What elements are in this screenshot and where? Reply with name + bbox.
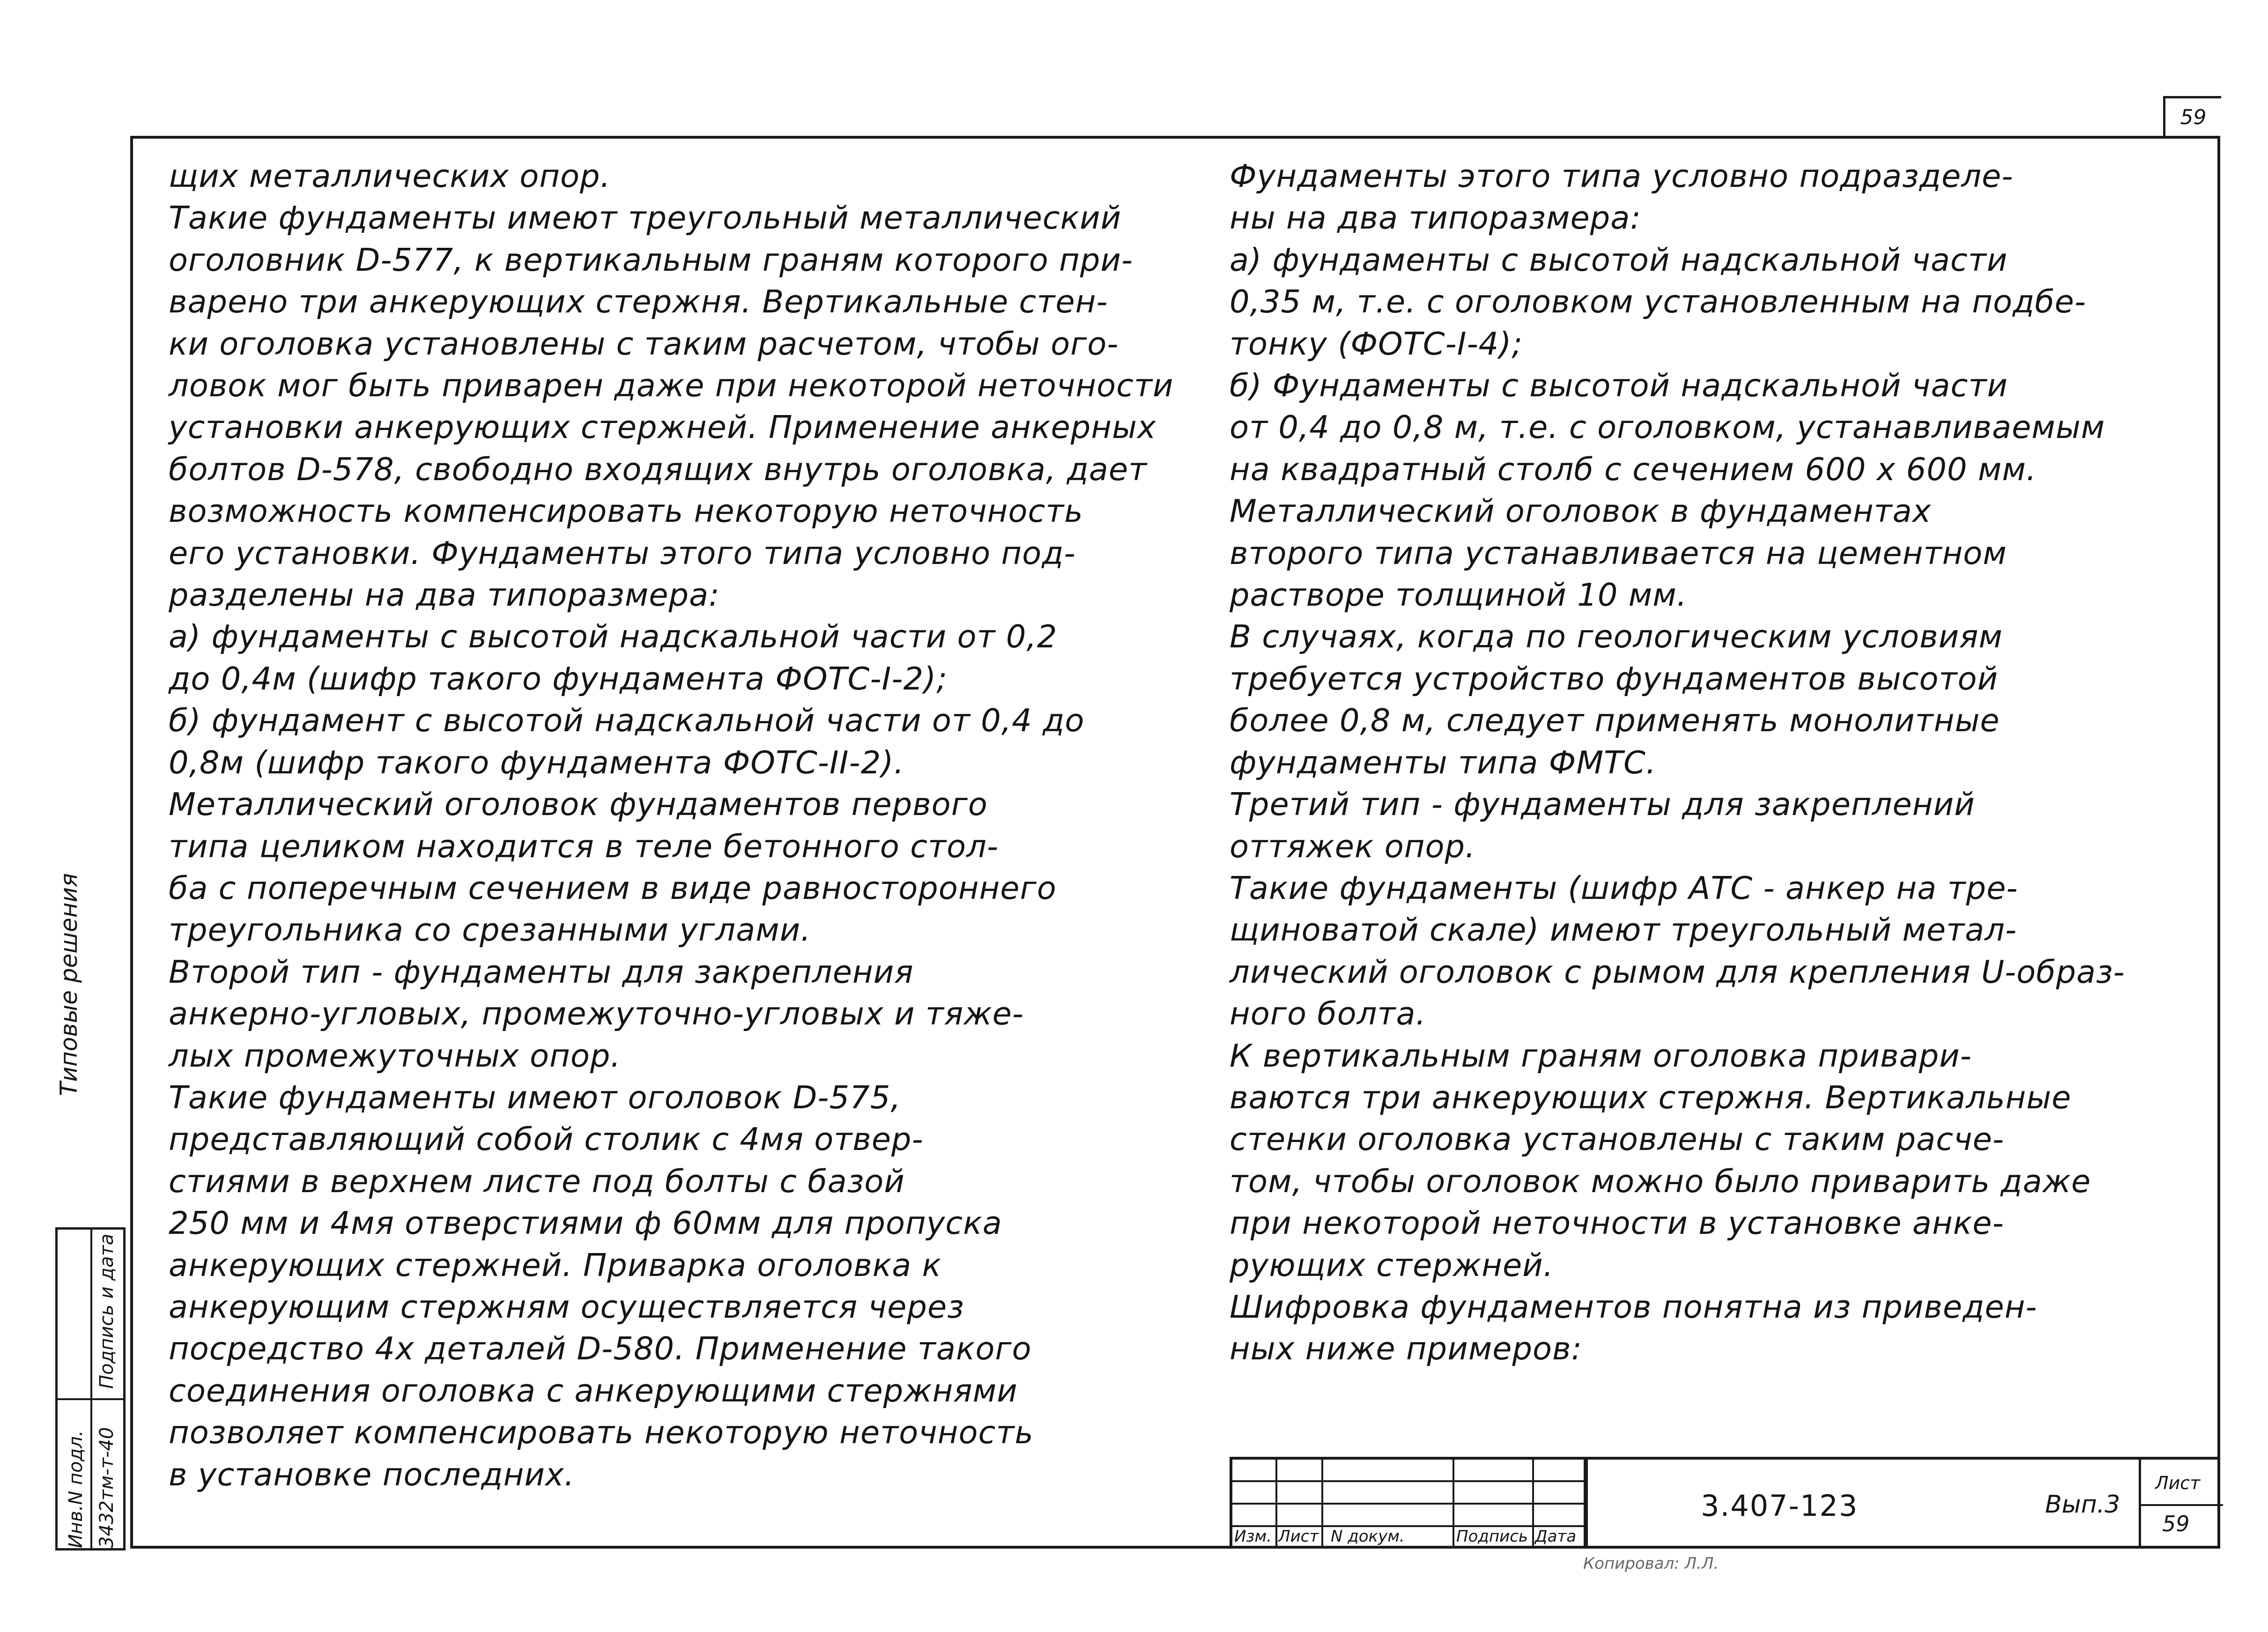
text-line: до 0,4м (шифр такого фундамента ФОТС-I-2); [169, 660, 948, 697]
text-line: разделены на два типоразмера: [169, 577, 720, 614]
text-line: анкерно-угловых, промежуточно-угловых и тяже- [169, 995, 1024, 1032]
text-line: анкерующим стержням осуществляется через [169, 1288, 964, 1325]
text-line: ных ниже примеров: [1230, 1330, 1583, 1367]
text-line: оголовник D-577, к вертикальным граням которого при- [169, 241, 1134, 278]
side-stamp-sign-label: Подпись и дата [96, 1233, 118, 1389]
text-line: 0,8м (шифр такого фундамента ФОТС-II-2). [169, 744, 904, 781]
sheet-number-cell [2139, 1460, 2223, 1549]
text-line: б) Фундаменты с высотой надскальной части [1230, 367, 2008, 404]
text-line: Металлический оголовок в фундаментах [1230, 493, 1932, 530]
text-line: стиями в верхнем листе под болты с базой [169, 1163, 905, 1200]
text-line: К вертикальным граням оголовка привари- [1230, 1037, 1972, 1074]
text-line: фундаменты типа ФМТС. [1230, 744, 1657, 781]
text-line: щиноватой скале) имеют треугольный метал- [1230, 912, 2017, 949]
text-line: а) фундаменты с высотой надскальной части от 0,2 [169, 618, 1058, 655]
text-line: от 0,4 до 0,8 м, т.е. с оголовком, устанавливаемым [1230, 409, 2105, 446]
text-line: том, чтобы оголовок можно было приварить даже [1230, 1163, 2091, 1200]
side-stamp [55, 1227, 126, 1550]
text-line: Шифровка фундаментов понятна из приведен- [1230, 1288, 2038, 1325]
text-line: Металлический оголовок фундаментов первого [169, 786, 988, 823]
text-line: ба с поперечным сечением в виде равностороннего [169, 869, 1057, 906]
text-line: установки анкерующих стержней. Применение анкерных [169, 409, 1156, 446]
text-line: Второй тип - фундаменты для закрепления [169, 953, 914, 990]
text-line: оттяжек опор. [1230, 828, 1476, 865]
text-line: ловок мог быть приварен даже при некоторой неточности [169, 367, 1174, 404]
text-line: треугольника со срезанными углами. [169, 912, 811, 949]
text-line: ны на два типоразмера: [1230, 200, 1641, 237]
title-block-divider [1586, 1460, 1588, 1549]
text-line: рующих стержней. [1230, 1246, 1554, 1283]
text-line: посредство 4х деталей D-580. Применение такого [169, 1330, 1032, 1367]
grid-col-line [1275, 1460, 1277, 1549]
text-line: Такие фундаменты (шифр АТС - анкер на тре- [1230, 869, 2018, 906]
text-line: представляющий собой столик с 4мя отвер- [169, 1121, 924, 1158]
title-block [1230, 1457, 2220, 1549]
text-line: а) фундаменты с высотой надскальной части [1230, 241, 2008, 278]
text-line: варено три анкерующих стержня. Вертикальные стен- [169, 283, 1108, 320]
col-label-date: Дата [1535, 1527, 1577, 1546]
text-line: второго типа устанавливается на цементном [1230, 534, 2007, 571]
text-line: Такие фундаменты имеют треугольный металлический [169, 200, 1122, 237]
text-line: возможность компенсировать некоторую неточность [169, 493, 1083, 530]
text-line: требуется устройство фундаментов высотой [1230, 660, 1998, 697]
sheet-label: Лист [2155, 1473, 2201, 1493]
text-line: 0,35 м, т.е. с оголовком установленным на подбе- [1230, 283, 2086, 320]
text-line: тонку (ФОТС-I-4); [1230, 325, 1523, 362]
text-line: на квадратный столб с сечением 600 x 600 мм. [1230, 451, 2037, 488]
col-label-doc: N докум. [1331, 1527, 1405, 1546]
col-label-list: Лист [1278, 1527, 1319, 1546]
text-line: позволяет компенсировать некоторую неточность [169, 1414, 1034, 1451]
title-block-grid [1232, 1460, 1586, 1549]
copyist-signature: Копировал: Л.Л. [1583, 1554, 1719, 1573]
text-line: лический оголовок с рымом для крепления U-образ- [1230, 953, 2125, 990]
side-stamp-row-divider [58, 1398, 123, 1400]
text-line: б) фундамент с высотой надскальной части от 0,4 до [169, 702, 1085, 739]
text-column-left [169, 156, 1185, 1496]
grid-col-line [1532, 1460, 1534, 1549]
side-stamp-divider [90, 1230, 92, 1548]
text-line: растворе толщиной 10 мм. [1230, 577, 1688, 614]
text-line: ки оголовка установлены с таким расчетом, чтобы ого- [169, 325, 1119, 362]
issue-number: Вып.3 [2045, 1491, 2120, 1519]
sheet-cell-divider [2141, 1504, 2223, 1506]
text-line: в установке последних. [169, 1456, 575, 1493]
text-line: анкерующих стержней. Приварка оголовка к [169, 1246, 941, 1283]
text-line: Фундаменты этого типа условно подразделе- [1230, 158, 2014, 194]
text-line: ного болта. [1230, 995, 1426, 1032]
text-line: Третий тип - фундаменты для закреплений [1230, 786, 1975, 823]
text-line: стенки оголовка установлены с таким расче- [1230, 1121, 2004, 1158]
text-line: щих металлических опор. [169, 158, 611, 194]
text-line: типа целиком находится в теле бетонного стол- [169, 828, 999, 865]
text-line: более 0,8 м, следует применять монолитные [1230, 702, 2000, 739]
text-line: болтов D-578, свободно входящих внутрь оголовка, дает [169, 451, 1148, 488]
text-column-right [1230, 156, 2194, 1370]
text-line: его установки. Фундаменты этого типа условно под- [169, 534, 1076, 571]
side-stamp-inv-label: Инв.N подл. [65, 1430, 87, 1548]
margin-note-text: Типовые решения [55, 873, 82, 1096]
text-line: Такие фундаменты имеют оголовок D-575, [169, 1079, 901, 1116]
col-label-izm: Изм. [1234, 1527, 1272, 1546]
text-line: 250 мм и 4мя отверстиями ф 60мм для пропуска [169, 1205, 1002, 1242]
text-line: В случаях, когда по геологическим условиям [1230, 618, 2003, 655]
sheet-number: 59 [2162, 1511, 2190, 1536]
side-stamp-inv-value: 3432тм-т-40 [96, 1427, 118, 1548]
document-code: 3.407-123 [1701, 1489, 1859, 1523]
text-line: лых промежуточных опор. [169, 1037, 621, 1074]
text-line: при некоторой неточности в установке анке- [1230, 1205, 2004, 1242]
col-label-sign: Подпись [1456, 1527, 1528, 1546]
text-line: соединения оголовка с анкерующими стержнями [169, 1372, 1018, 1409]
text-line: ваются три анкерующих стержня. Вертикальные [1230, 1079, 2072, 1116]
grid-col-line [1321, 1460, 1323, 1549]
sheet-tab-number: 59 [2163, 96, 2221, 138]
grid-col-line [1453, 1460, 1454, 1549]
